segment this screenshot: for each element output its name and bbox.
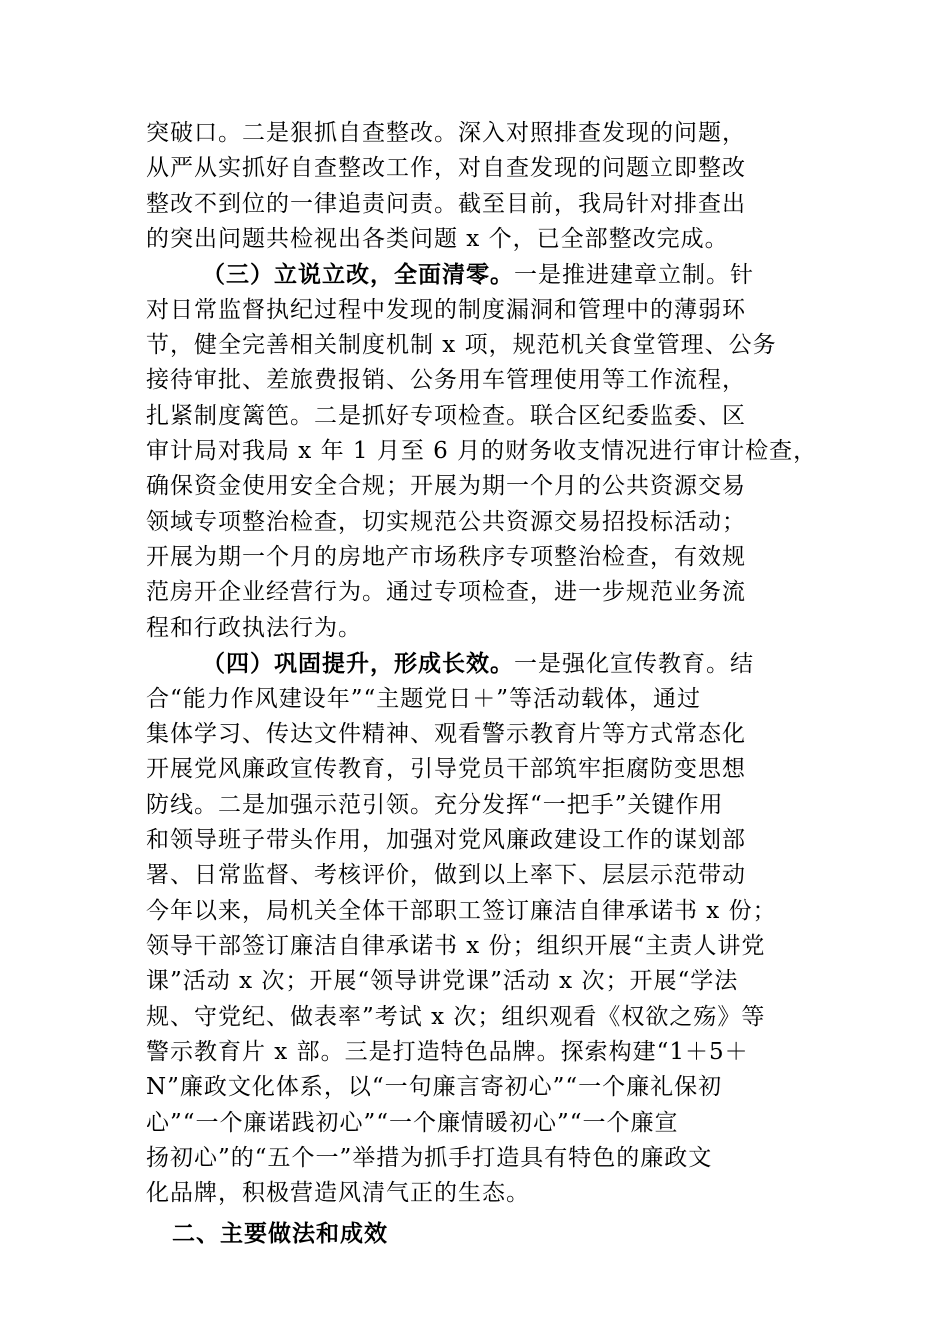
text-line: 接待审批、差旅费报销、公务用车管理使用等工作流程， — [146, 367, 746, 394]
text-line: 心”“一个廉诺践初心”“一个廉情暖初心”“一个廉宣 — [146, 1109, 679, 1136]
text-line: 扬初心”的“五个一”举措为抓手打造具有特色的廉政文 — [146, 1144, 713, 1171]
paragraph-rectification — [146, 257, 836, 646]
text-line: 审计局对我局 x 年 1 月至 6 月的财务收支情况进行审计检查， — [146, 438, 818, 465]
text-line: 署、日常监督、考核评价，做到以上率下、层层示范带动 — [146, 862, 746, 889]
text-line: 集体学习、传达文件精神、观看警示教育片等方式常态化 — [146, 720, 746, 747]
paragraph-first-line — [146, 646, 836, 681]
paragraph-first-line — [146, 257, 836, 292]
paragraph-lead-text: 一是推进建章立制。针 — [514, 262, 754, 289]
text-line: 开展党风廉政宣传教育，引导党员干部筑牢拒腐防变思想 — [146, 756, 746, 783]
text-line: N”廉政文化体系，以“一句廉言寄初心”“一个廉礼保初 — [146, 1074, 723, 1101]
text-line: 节，健全完善相关制度机制 x 项，规范机关食堂管理、公务 — [146, 332, 777, 359]
text-line: 确保资金使用安全合规；开展为期一个月的公共资源交易 — [146, 473, 746, 500]
text-line: 的突出问题共检视出各类问题 x 个，已全部整改完成。 — [146, 226, 729, 253]
text-line: 领域专项整治检查，切实规范公共资源交易招投标活动； — [146, 508, 746, 535]
text-line: 对日常监督执纪过程中发现的制度漏洞和管理中的薄弱环 — [146, 296, 746, 323]
paragraph-lead-text: 一是强化宣传教育。结 — [514, 651, 754, 678]
text-line: 规、守党纪、做表率”考试 x 次；组织观看《权欲之殇》等 — [146, 1003, 766, 1030]
paragraph-title: （四）巩固提升，形成长效。 — [202, 650, 514, 678]
text-line: 领导干部签订廉洁自律承诺书 x 份；组织开展“主责人讲党 — [146, 932, 766, 959]
text-line: 警示教育片 x 部。三是打造特色品牌。探索构建“1＋5＋ — [146, 1038, 749, 1065]
text-line: 化品牌，积极营造风清气正的生态。 — [146, 1180, 530, 1207]
text-line: 和领导班子带头作用，加强对党风廉政建设工作的谋划部 — [146, 826, 746, 853]
text-line: 突破口。二是狠抓自查整改。深入对照排查发现的问题， — [146, 120, 746, 146]
text-line: 程和行政执法行为。 — [146, 614, 362, 641]
text-line: 今年以来，局机关全体干部职工签订廉洁自律承诺书 x 份； — [146, 897, 777, 924]
section-heading: 二、主要做法和成效 — [172, 1220, 388, 1247]
text-line: 从严从实抓好自查整改工作，对自查发现的问题立即整改 — [146, 155, 746, 182]
document-page — [146, 116, 836, 1254]
text-line: 防线。二是加强示范引领。充分发挥“一把手”关键作用 — [146, 791, 724, 818]
paragraph-title: （三）立说立改，全面清零。 — [202, 261, 514, 289]
text-line: 扎紧制度篱笆。二是抓好专项检查。联合区纪委监委、区 — [146, 402, 746, 429]
text-line: 课”活动 x 次；开展“领导讲党课”活动 x 次；开展“学法 — [146, 968, 739, 995]
text-line: 范房开企业经营行为。通过专项检查，进一步规范业务流 — [146, 579, 746, 606]
paragraph-consolidation — [146, 646, 836, 1212]
text-line: 整改不到位的一律追责问责。截至目前，我局针对排查出 — [146, 190, 746, 217]
paragraph-self-check — [146, 116, 836, 257]
text-line: 开展为期一个月的房地产市场秩序专项整治检查，有效规 — [146, 544, 746, 571]
text-line: 合“能力作风建设年”“主题党日＋”等活动载体，通过 — [146, 685, 702, 712]
